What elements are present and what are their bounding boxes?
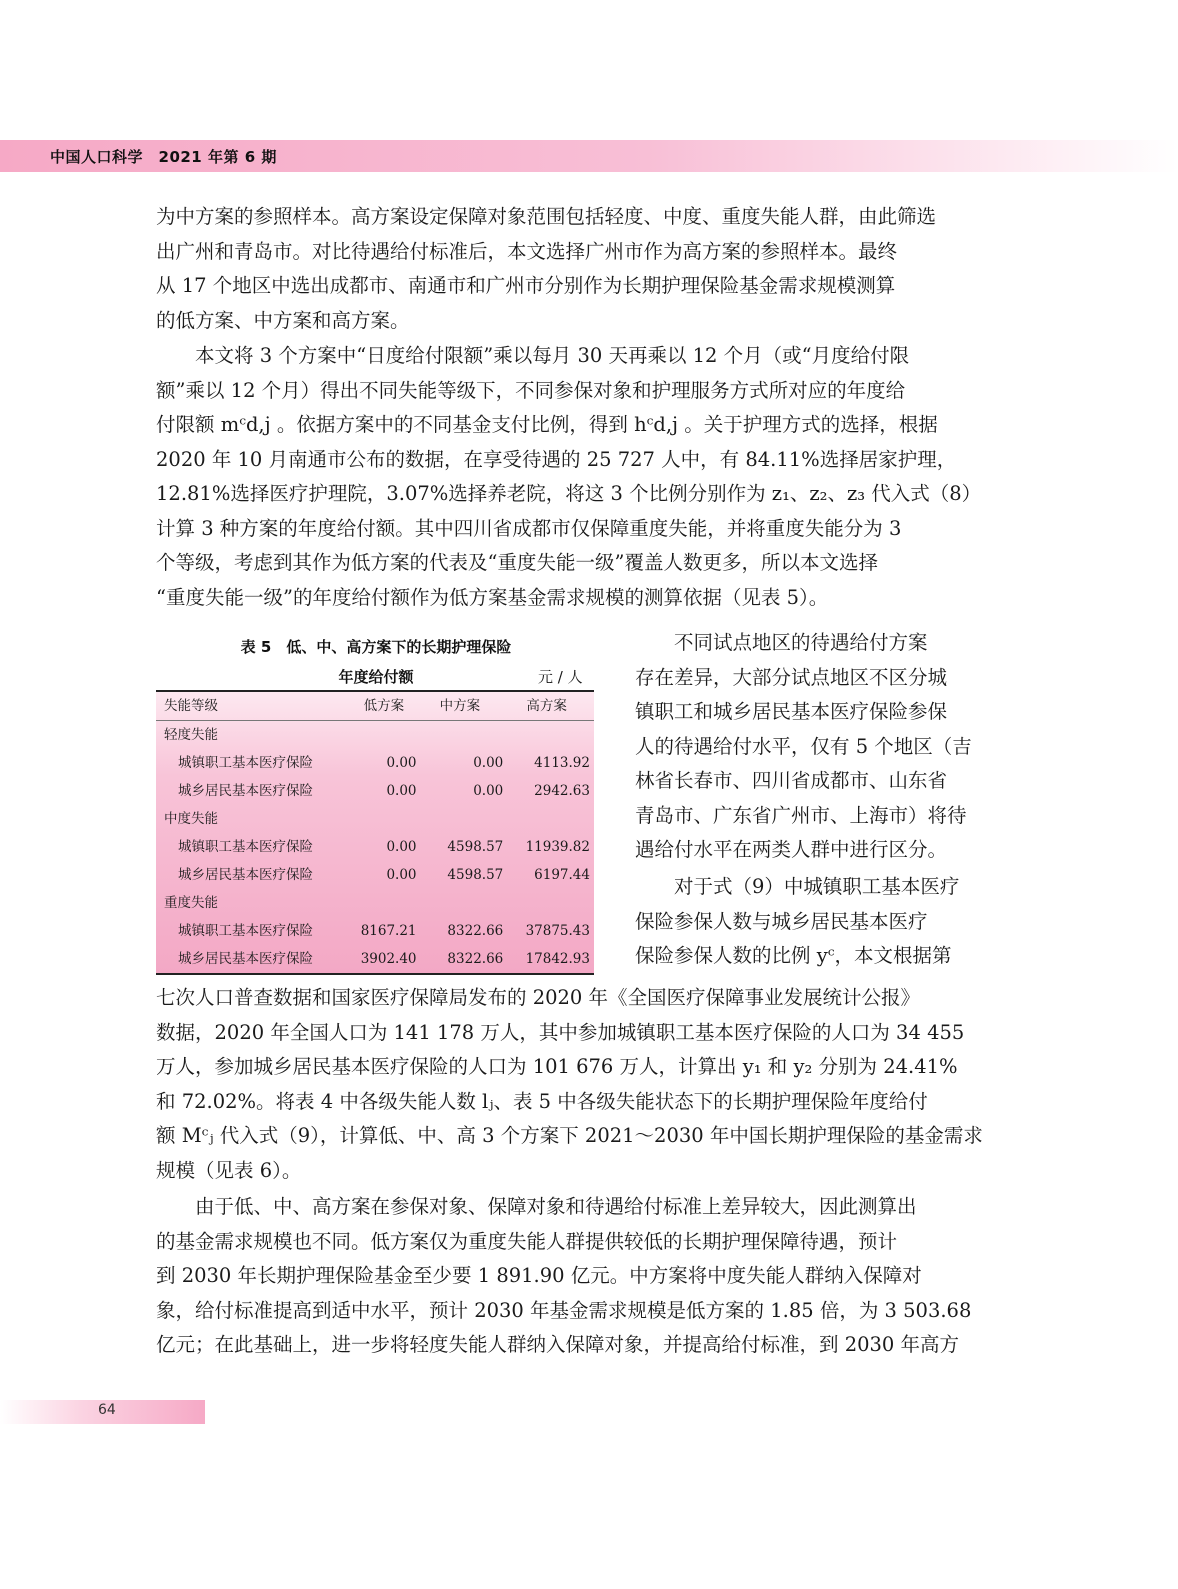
text-line: 象，给付标准提高到适中水平，预计 2030 年基金需求规模是低方案的 1.85 倍，为 3 503.68 [156, 1298, 972, 1322]
table-row [156, 917, 594, 945]
text-line: 镇职工和城乡居民基本医疗保险参保 [635, 700, 948, 723]
table-row [156, 777, 594, 805]
group-row-severe [156, 889, 594, 917]
side-paragraph-1 [635, 626, 994, 868]
row-label: 城乡居民基本医疗保险 [178, 783, 313, 799]
text-line: 个等级，考虑到其作为低方案的代表及“重度失能一级”覆盖人数更多，所以本文选择 [156, 551, 878, 574]
journal-header: 中国人口科学 2021 年第 6 期 [50, 148, 277, 166]
cell-low: 0.00 [386, 867, 417, 883]
cell-low: 3902.40 [360, 951, 417, 967]
text-line: 不同试点地区的待遇给付方案 [674, 631, 928, 654]
column-header: 低方案 [363, 698, 405, 714]
column-header: 中方案 [439, 698, 481, 714]
cell-low: 0.00 [386, 783, 417, 799]
row-label: 城乡居民基本医疗保险 [178, 867, 313, 883]
cell-mid: 0.00 [473, 755, 504, 771]
table-row [156, 749, 594, 777]
row-label: 城镇职工基本医疗保险 [178, 923, 313, 939]
text-line: 万人，参加城乡居民基本医疗保险的人口为 101 676 万人，计算出 y₁ 和 y₂ 分别为 24.41% [156, 1055, 958, 1078]
row-label: 城乡居民基本医疗保险 [178, 951, 313, 967]
cell-mid: 8322.66 [447, 951, 504, 967]
text-line: 额”乘以 12 个月）得出不同失能等级下，不同参保对象和护理服务方式所对应的年度给 [156, 378, 906, 402]
table-row [156, 861, 594, 889]
text-line: 12.81%选择医疗护理院，3.07%选择养老院，将这 3 个比例分别作为 z₁、z₂、z₃ 代入式（8） [156, 482, 982, 505]
column-header: 高方案 [526, 698, 567, 714]
group-label: 中度失能 [164, 811, 218, 827]
paragraph-4 [156, 1190, 994, 1363]
table-header-row [156, 692, 594, 721]
cell-high: 2942.63 [534, 783, 590, 799]
cell-high: 17842.93 [525, 951, 590, 967]
paragraph-1 [156, 200, 994, 338]
group-label: 轻度失能 [164, 727, 218, 743]
text-line: 付限额 mᶜd,j 。依据方案中的不同基金支付比例，得到 hᶜd,j 。关于护理方式的选择，根据 [156, 413, 938, 436]
text-line: 计算 3 种方案的年度给付额。其中四川省成都市仅保障重度失能，并将重度失能分为 3 [156, 516, 902, 540]
cell-low: 0.00 [386, 755, 417, 771]
row-label: 城镇职工基本医疗保险 [178, 755, 313, 771]
text-line: 和 72.02%。将表 4 中各级失能人数 lⱼ、表 5 中各级失能状态下的长期护理保险年度给付 [156, 1089, 928, 1113]
paragraph-3 [156, 981, 994, 1188]
page-number: 64 [98, 1402, 116, 1418]
group-row-moderate [156, 805, 594, 833]
paragraph-2 [156, 339, 994, 615]
group-label: 重度失能 [164, 895, 218, 911]
cell-high: 4113.92 [534, 755, 590, 771]
cell-mid: 0.00 [473, 783, 504, 799]
text-line: 的基金需求规模也不同。低方案仅为重度失能人群提供较低的长期护理保障待遇，预计 [156, 1229, 898, 1253]
text-line: 2020 年 10 月南通市公布的数据，在享受待遇的 25 727 人中，有 84.11%选择居家护理， [156, 447, 957, 471]
text-line: 为中方案的参照样本。高方案设定保障对象范围包括轻度、中度、重度失能人群，由此筛选 [156, 205, 937, 228]
text-line: 保险参保人数与城乡居民基本医疗 [635, 909, 928, 933]
table-caption-line2: 年度给付额 [338, 668, 414, 686]
text-line: 出广州和青岛市。对比待遇给付标准后，本文选择广州市作为高方案的参照样本。最终 [156, 239, 898, 263]
cell-low: 8167.21 [360, 923, 417, 939]
text-line: 七次人口普查数据和国家医疗保障局发布的 2020 年《全国医疗保障事业发展统计公报》 [156, 986, 921, 1009]
text-line: 存在差异，大部分试点地区不区分城 [635, 665, 948, 689]
text-line: 的低方案、中方案和高方案。 [156, 308, 410, 332]
text-line: 数据，2020 年全国人口为 141 178 万人，其中参加城镇职工基本医疗保险的人口为 34 455 [156, 1020, 965, 1044]
text-line: “重度失能一级”的年度给付额作为低方案基金需求规模的测算依据（见表 5）。 [156, 585, 829, 609]
text-line: 保险参保人数的比例 yᶜ，本文根据第 [635, 944, 952, 967]
text-line: 额 Mᶜⱼ 代入式（9），计算低、中、高 3 个方案下 2021～2030 年中国长期护理保险的基金需求 [156, 1124, 983, 1147]
cell-high: 6197.44 [534, 867, 590, 883]
table-unit: 元 / 人 [538, 668, 583, 686]
benefit-table [156, 690, 594, 975]
row-label: 城镇职工基本医疗保险 [178, 839, 313, 855]
table-caption: 表 5 低、中、高方案下的长期护理保险 [240, 638, 512, 656]
text-line: 到 2030 年长期护理保险基金至少要 1 891.90 亿元。中方案将中度失能人群纳入保障对 [156, 1264, 922, 1287]
table-row [156, 833, 594, 861]
text-line: 由于低、中、高方案在参保对象、保障对象和待遇给付标准上差异较大，因此测算出 [195, 1195, 917, 1218]
text-line: 对于式（9）中城镇职工基本医疗 [674, 875, 960, 898]
text-line: 林省长春市、四川省成都市、山东省 [635, 769, 948, 792]
table-row [156, 945, 594, 973]
side-paragraph-2 [635, 870, 994, 974]
group-row-mild [156, 721, 594, 749]
text-line: 规模（见表 6）。 [156, 1158, 302, 1182]
text-line: 从 17 个地区中选出成都市、南通市和广州市分别作为长期护理保险基金需求规模测算 [156, 274, 896, 297]
text-line: 青岛市、广东省广州市、上海市）将待 [635, 803, 967, 827]
cell-mid: 4598.57 [447, 839, 504, 855]
text-line: 遇给付水平在两类人群中进行区分。 [635, 838, 948, 861]
cell-high: 11939.82 [525, 839, 590, 855]
text-line: 本文将 3 个方案中“日度给付限额”乘以每月 30 天再乘以 12 个月（或“月度给付限 [195, 344, 910, 367]
cell-high: 37875.43 [525, 923, 590, 939]
cell-mid: 8322.66 [447, 923, 504, 939]
cell-mid: 4598.57 [447, 867, 504, 883]
text-line: 亿元；在此基础上，进一步将轻度失能人群纳入保障对象，并提高给付标准，到 2030 年高方 [156, 1333, 960, 1356]
text-line: 人的待遇给付水平，仅有 5 个地区（吉 [635, 734, 972, 758]
column-header: 失能等级 [164, 698, 218, 714]
cell-low: 0.00 [386, 839, 417, 855]
